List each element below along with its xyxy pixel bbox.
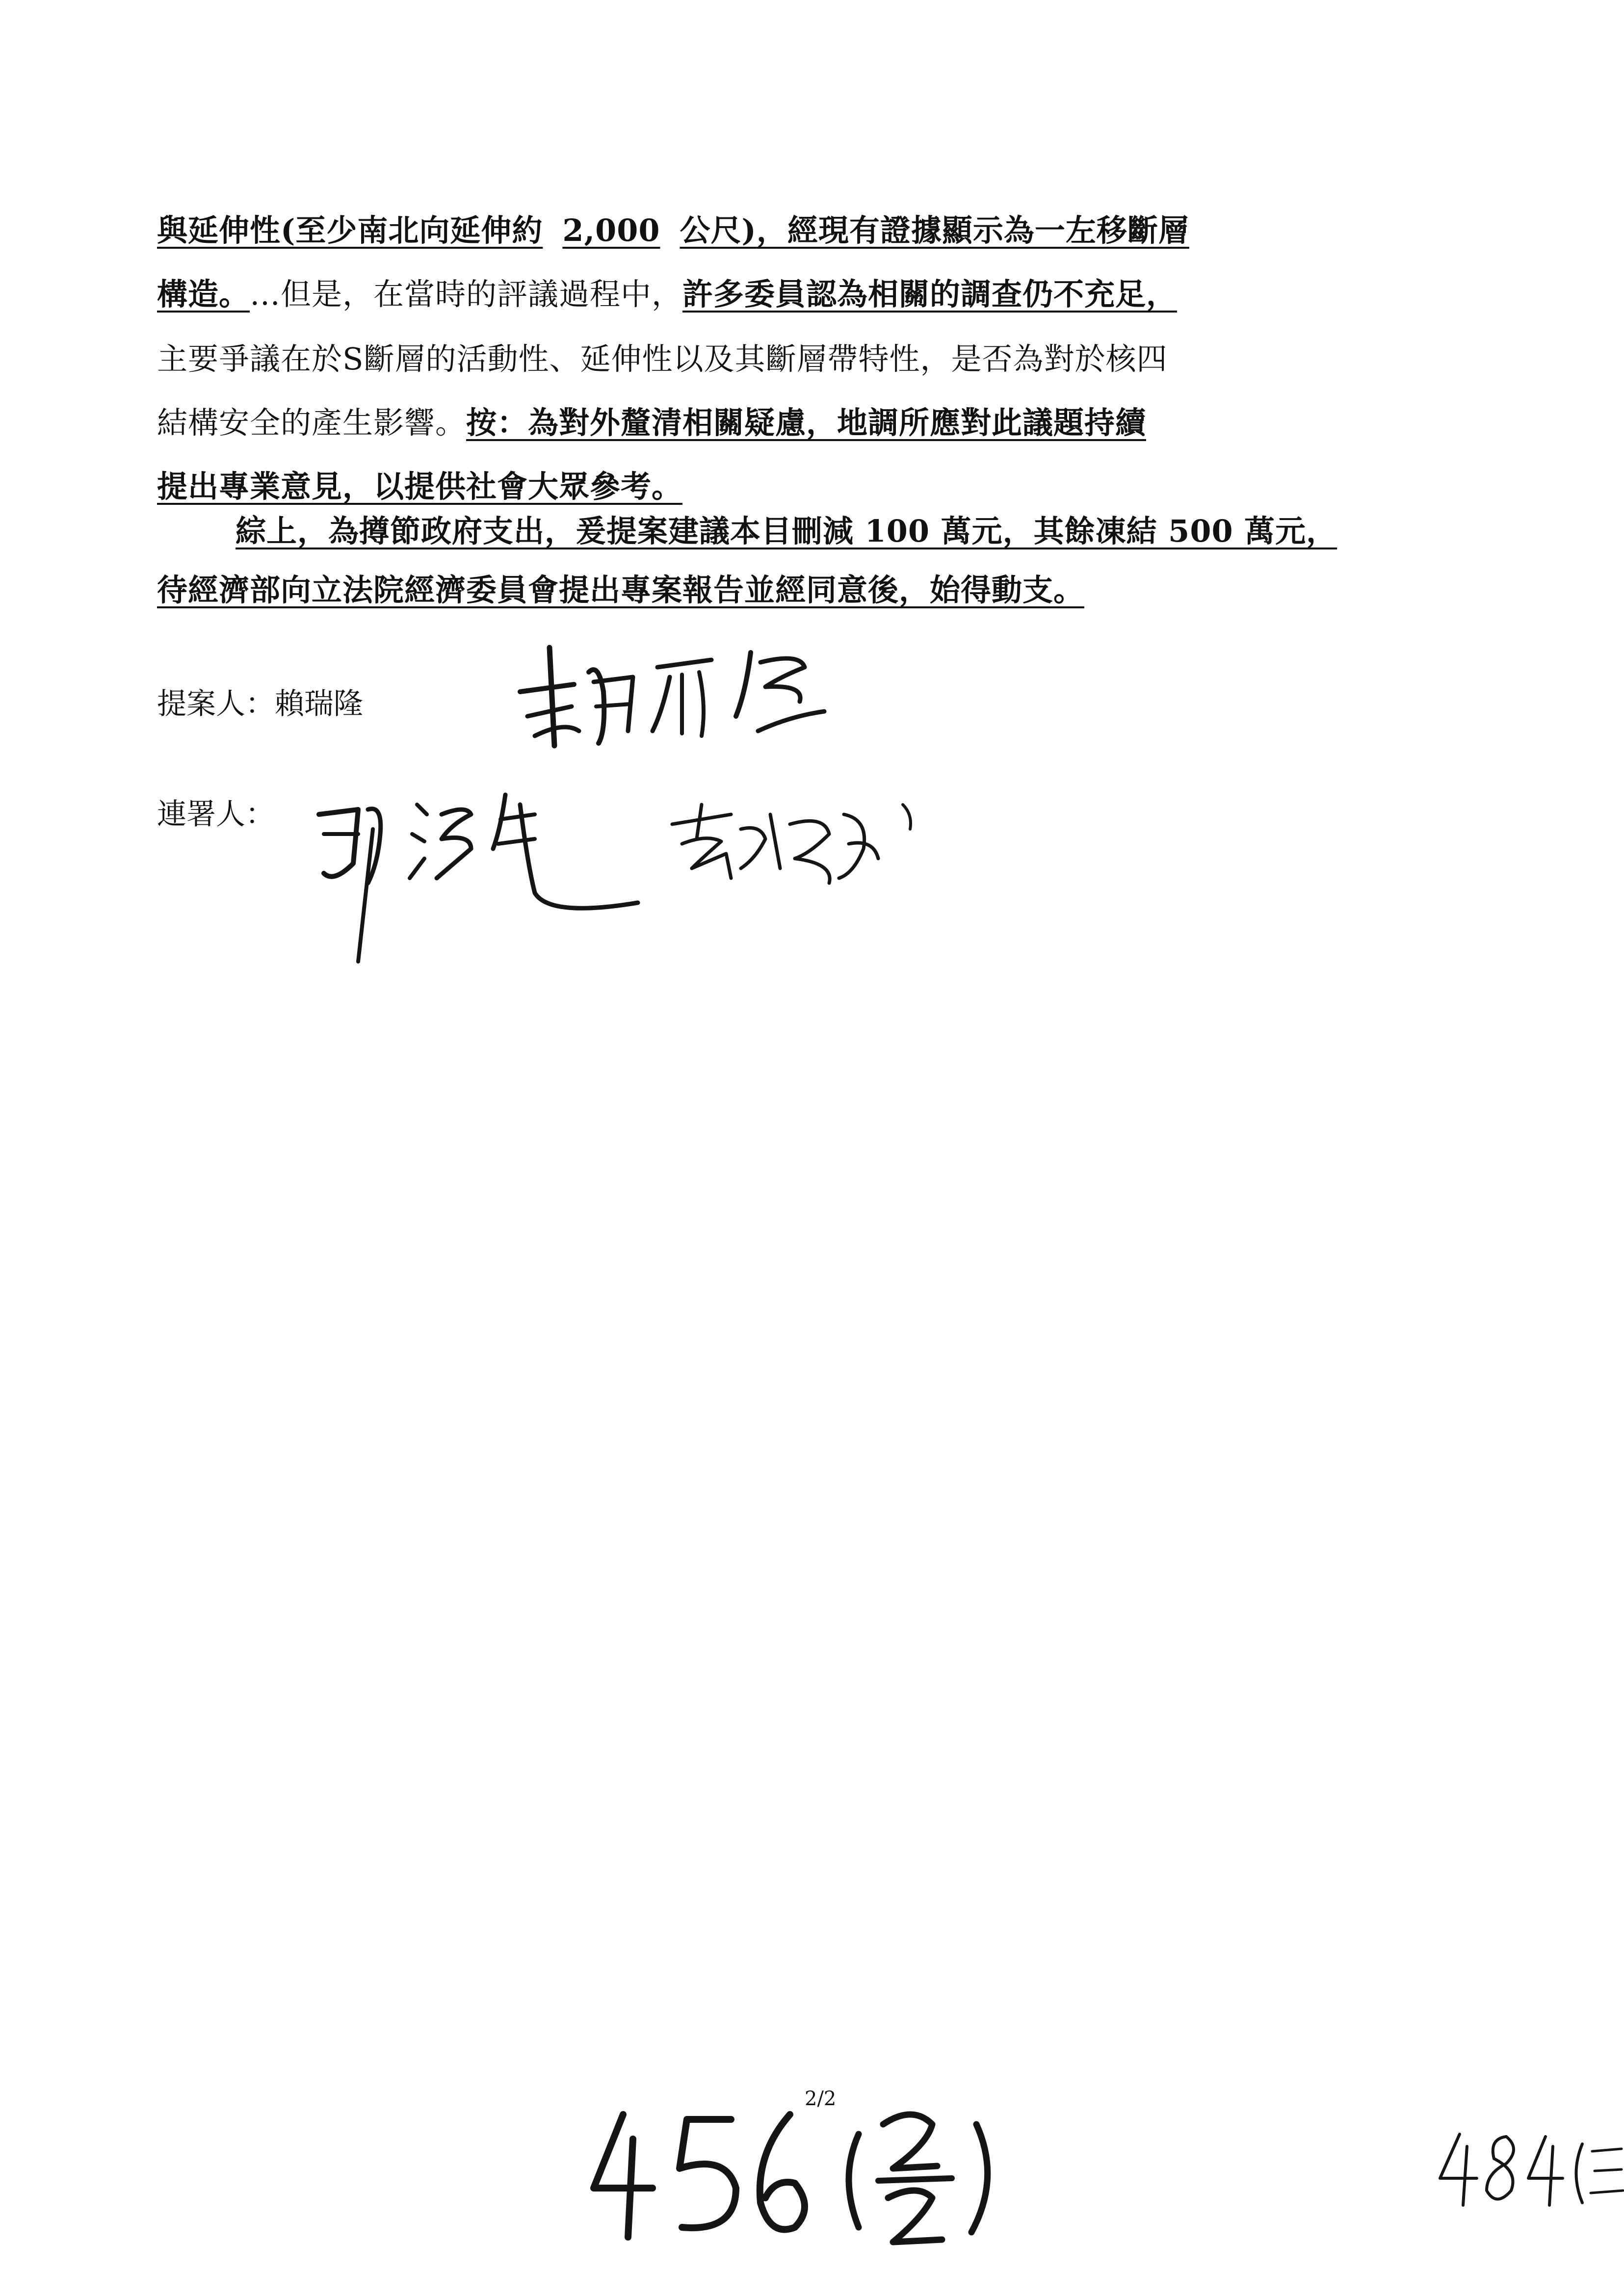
line4-part2: 按：為對外釐清相關疑慮，地調所應對此議題持續 xyxy=(466,405,1147,441)
line1-number: 2,000 xyxy=(562,212,660,248)
handwritten-page-stamp xyxy=(579,2095,1045,2254)
line1-suffix: ，經現有證據顯示為一左移斷層 xyxy=(756,212,1189,248)
proposer-label: 提案人： xyxy=(157,687,275,721)
cosigner-label: 連署人： xyxy=(157,797,275,832)
line2-part1: 構造。 xyxy=(157,276,250,312)
handwritten-side-number xyxy=(1433,2124,1624,2219)
paragraph-line-2 xyxy=(157,275,1177,314)
paragraph-line-1 xyxy=(157,211,1189,250)
line1-prefix: 與延伸性(至少南北向延伸約 xyxy=(157,212,543,248)
paragraph-line-3: 主要爭議在於S斷層的活動性、延伸性以及其斷層帶特性，是否為對於核四 xyxy=(157,341,1168,377)
conclusion-line-1: 綜上，為撙節政府支出，爰提案建議本目刪減 100 萬元，其餘凍結 500 萬元， xyxy=(236,513,1337,549)
cosigner-row xyxy=(157,795,275,834)
cosigner-signature-2 xyxy=(662,795,937,895)
line2-part3: 許多委員認為相關的調查仍不充足， xyxy=(682,276,1178,312)
page-indicator: 2/2 xyxy=(805,2087,837,2110)
line4-part1: 結構安全的產生影響。 xyxy=(157,405,467,441)
proposer-signature xyxy=(505,633,849,757)
line2-part2: …但是，在當時的評議過程中， xyxy=(250,276,683,312)
line1-unit: 公尺) xyxy=(680,212,757,248)
proposer-name: 賴瑞隆 xyxy=(275,687,363,721)
paragraph-line-5: 提出專業意見，以提供社會大眾參考。 xyxy=(157,469,683,504)
proposer-row xyxy=(157,684,363,724)
cosigner-signature-1 xyxy=(304,775,648,983)
conclusion-line-2: 待經濟部向立法院經濟委員會提出專案報告並經同意後，始得動支。 xyxy=(157,572,1085,608)
paragraph-line-4 xyxy=(157,403,1146,443)
